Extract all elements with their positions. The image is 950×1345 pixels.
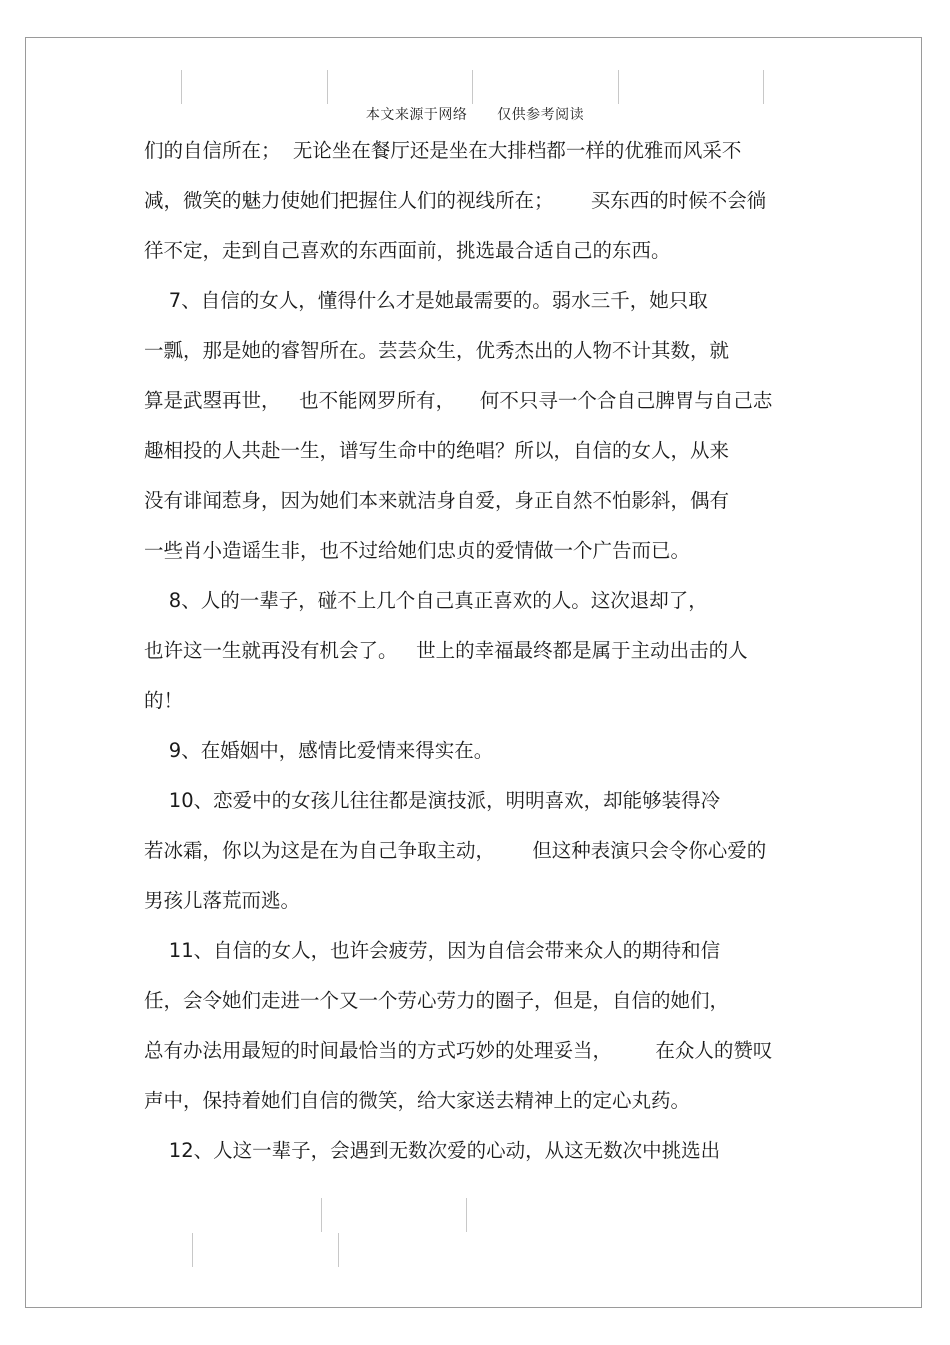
guide-tick	[327, 70, 328, 104]
guide-tick	[472, 70, 473, 104]
guide-tick	[618, 70, 619, 104]
source-note: 本文来源于网络 仅供参考阅读	[365, 107, 585, 123]
text-line: 10、恋爱中的女孩儿往往都是演技派，明明喜欢，却能够装得冷	[144, 789, 721, 812]
text-line: 总有办法用最短的时间最恰当的方式巧妙的处理妥当， 在众人的赞叹	[144, 1039, 773, 1062]
text-line: 一些肖小造谣生非，也不过给她们忠贞的爱情做一个广告而已。	[144, 539, 691, 562]
text-line: 减，微笑的魅力使她们把握住人们的视线所在； 买东西的时候不会徜	[144, 189, 767, 212]
text-line: 徉不定，走到自己喜欢的东西面前，挑选最合适自己的东西。	[144, 239, 671, 262]
text-line: 11、自信的女人，也许会疲劳，因为自信会带来众人的期待和信	[144, 939, 721, 962]
guide-tick	[466, 1198, 467, 1232]
text-line: 9、在婚姻中，感情比爱情来得实在。	[144, 739, 494, 762]
text-line: 没有诽闻惹身，因为她们本来就洁身自爱，身正自然不怕影斜，偶有	[144, 489, 730, 512]
text-line: 12、人这一辈子，会遇到无数次爱的心动，从这无数次中挑选出	[144, 1139, 721, 1162]
guide-tick	[321, 1198, 322, 1232]
text-line: 们的自信所在； 无论坐在餐厅还是坐在大排档都一样的优雅而风采不	[144, 139, 742, 162]
guide-tick	[181, 70, 182, 104]
guide-tick	[192, 1233, 193, 1267]
text-line: 男孩儿落荒而逃。	[144, 889, 301, 912]
text-line: 若冰霜，你以为这是在为自己争取主动， 但这种表演只会令你心爱的	[144, 839, 767, 862]
text-line: 算是武曌再世， 也不能网罗所有， 何不只寻一个合自己脾胃与自己志	[144, 389, 773, 412]
text-line: 声中，保持着她们自信的微笑，给大家送去精神上的定心丸药。	[144, 1089, 691, 1112]
text-line: 也许这一生就再没有机会了。 世上的幸福最终都是属于主动出击的人	[144, 639, 748, 662]
guide-tick	[763, 70, 764, 104]
guide-tick	[338, 1233, 339, 1267]
text-line: 8、人的一辈子，碰不上几个自己真正喜欢的人。这次退却了，	[144, 589, 708, 612]
text-line: 任，会令她们走进一个又一个劳心劳力的圈子，但是，自信的她们，	[144, 989, 730, 1012]
text-line: 一瓢，那是她的睿智所在。芸芸众生，优秀杰出的人物不计其数，就	[144, 339, 730, 362]
text-line: 的！	[144, 689, 184, 712]
page-frame	[25, 37, 922, 1308]
text-line: 趣相投的人共赴一生，谱写生命中的绝唱？所以，自信的女人，从来	[144, 439, 730, 462]
text-line: 7、自信的女人，懂得什么才是她最需要的。弱水三千，她只取	[144, 289, 708, 312]
